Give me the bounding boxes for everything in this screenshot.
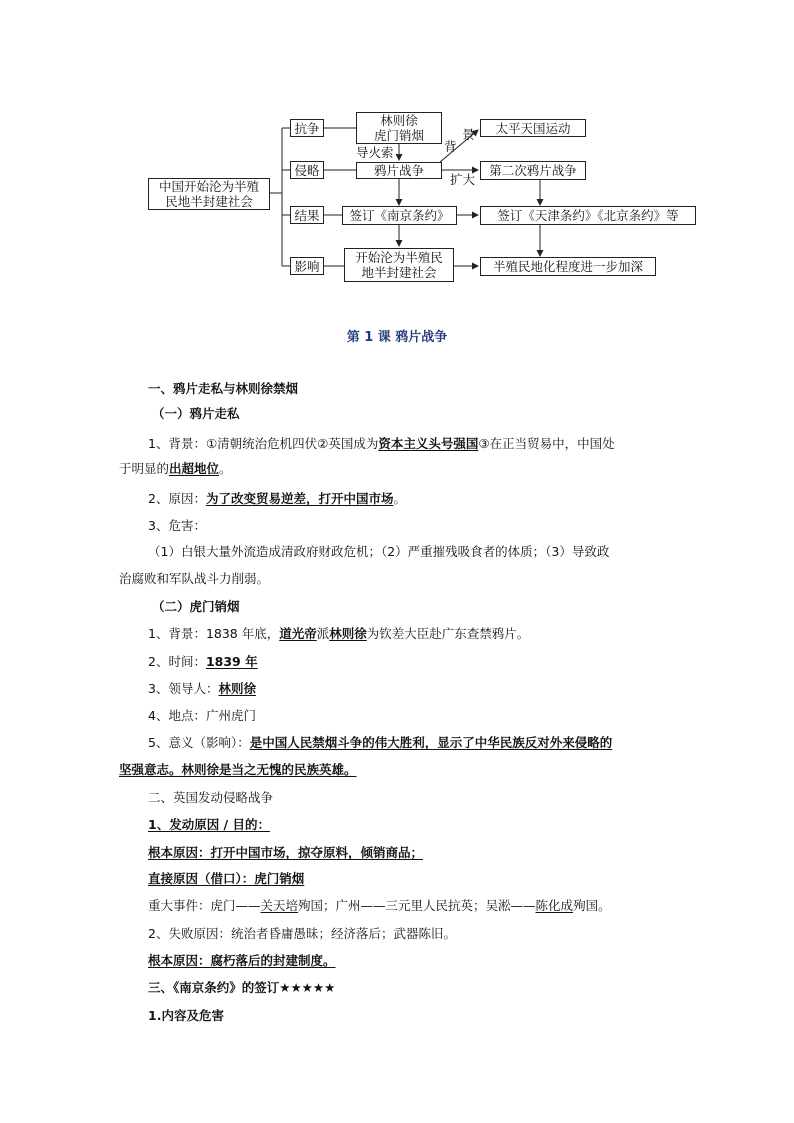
harm-line: 3、危害：	[148, 518, 206, 533]
tianjin-beijing-node: 签订《天津条约》《北京条约》等	[480, 206, 696, 225]
section-3-heading: 三、《南京条约》的签订★★★★★	[148, 980, 336, 995]
opium-war-node: 鸦片战争	[356, 162, 442, 179]
direct-cause-line: 直接原因（借口）：虎门销烟	[148, 871, 305, 886]
branch-result: 结果	[290, 206, 324, 224]
background-label-1: 背	[444, 139, 457, 154]
branch-impact: 影响	[290, 257, 324, 275]
deepen-node: 半殖民地化程度进一步加深	[480, 257, 656, 276]
humen-place-line: 4、地点：广州虎门	[148, 708, 256, 723]
branch-resist: 抗争	[290, 119, 324, 137]
major-events-line: 重大事件：虎门——关天培殉国；广州——三元里人民抗英；吴淞——陈化成殉国。	[148, 898, 611, 913]
humen-background-line: 1、背景：1838 年底，道光帝派林则徐为钦差大臣赴广东查禁鸦片。	[148, 626, 530, 641]
harm-detail-line-cont: 治腐败和军队战斗力削弱。	[119, 571, 270, 586]
war-cause-heading: 1、发动原因 / 目的：	[148, 817, 270, 832]
expand-label: 扩大	[450, 172, 476, 187]
lesson-title: 第 1 课 鸦片战争	[346, 330, 448, 345]
center-node: 中国开始沦为半殖 民地半封建社会	[148, 178, 270, 210]
harm-detail-line: （1）白银大量外流造成清政府财政危机；（2）严重摧残吸食者的体质；（3）导致政	[148, 544, 610, 559]
humen-leader-line: 3、领导人：林则徐	[148, 681, 256, 696]
section-1-heading: 一、鸦片走私与林则徐禁烟	[148, 381, 299, 396]
subsection-1b-heading: （二）虎门销烟	[152, 599, 240, 614]
section-2-heading: 二、英国发动侵略战争	[148, 790, 274, 805]
humen-significance-line: 5、意义（影响）：是中国人民禁烟斗争的伟大胜利，显示了中华民族反对外来侵略的	[148, 735, 613, 750]
humen-time-line: 2、时间：1839 年	[148, 654, 258, 669]
semi-colonial-node: 开始沦为半殖民 地半封建社会	[344, 248, 454, 282]
background-line-cont: 于明显的出超地位。	[119, 461, 232, 476]
root-cause-line: 根本原因：打开中国市场，掠夺原料，倾销商品；	[148, 845, 424, 860]
taiping-node: 太平天国运动	[480, 119, 586, 137]
humen-significance-line-cont: 坚强意志。林则徐是当之无愧的民族英雄。	[119, 762, 357, 777]
defeat-cause-line: 2、失败原因：统治者昏庸愚昧；经济落后；武器陈旧。	[148, 926, 456, 941]
subsection-1a-heading: （一）鸦片走私	[152, 406, 240, 421]
background-line: 1、背景：①清朝统治危机四伏②英国成为资本主义头号强国③在正当贸易中，中国处	[148, 436, 615, 451]
section-3a-heading: 1.内容及危害	[148, 1008, 224, 1023]
branch-invade: 侵略	[290, 161, 324, 179]
fuse-label: 导火索	[356, 145, 394, 160]
concept-diagram	[0, 0, 794, 300]
background-label-2: 景	[462, 127, 475, 142]
defeat-root-cause-line: 根本原因：腐朽落后的封建制度。	[148, 953, 336, 968]
cause-line: 2、原因：为了改变贸易逆差，打开中国市场。	[148, 491, 406, 506]
lin-zexu-node: 林则徐 虎门销烟	[356, 112, 442, 144]
second-opium-war-node: 第二次鸦片战争	[480, 161, 586, 180]
nanjing-treaty-node: 签订《南京条约》	[342, 206, 457, 225]
